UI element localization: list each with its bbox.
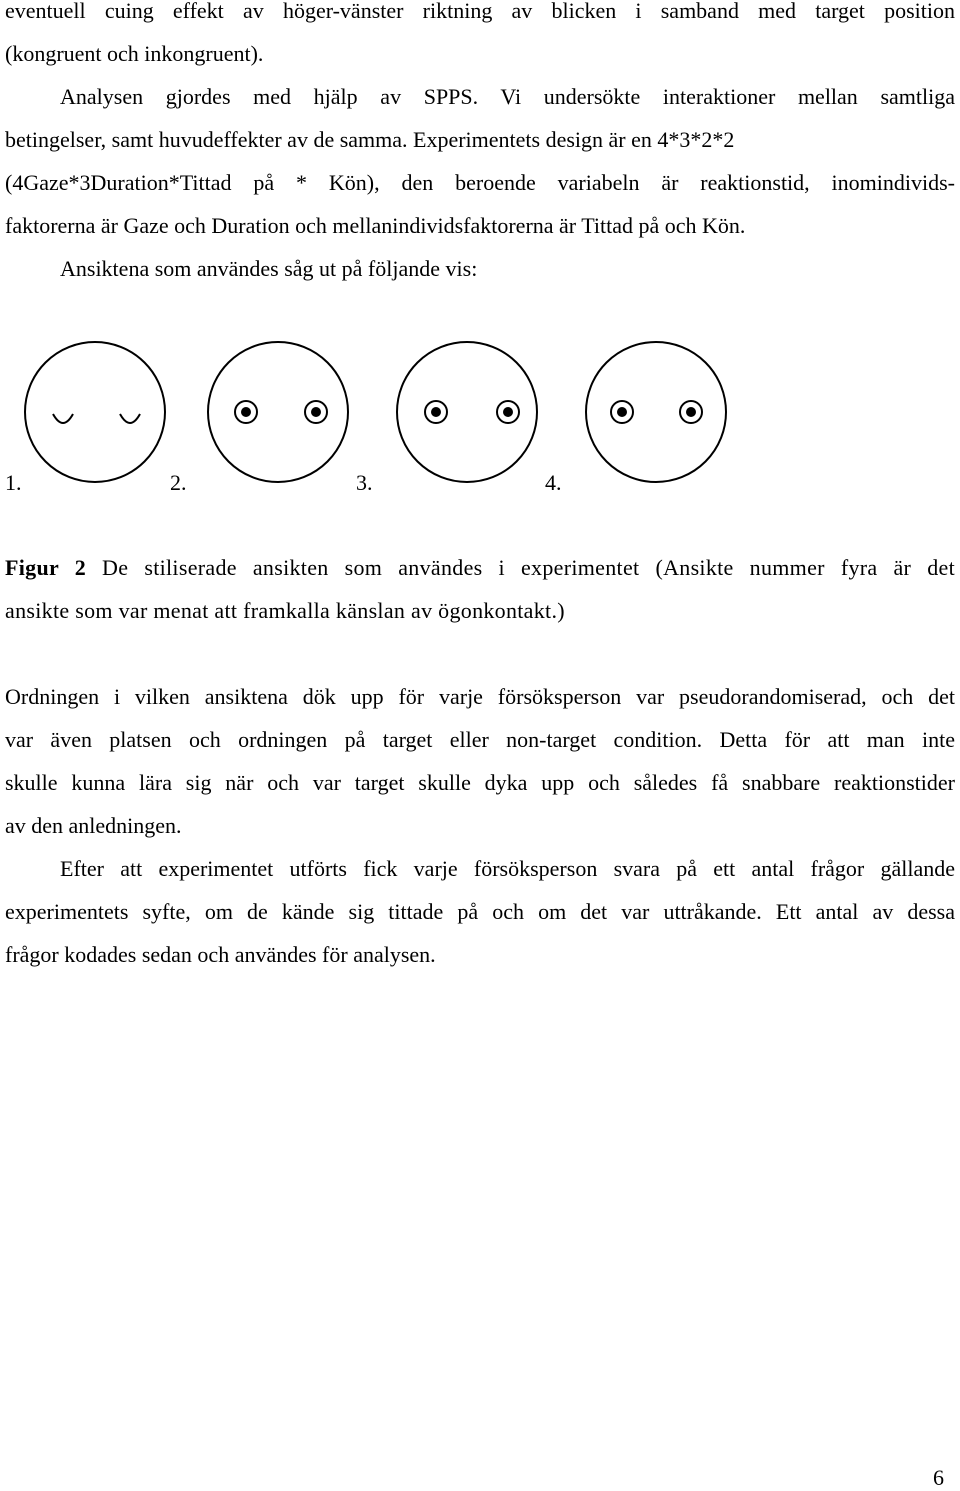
open-eye-right-icon <box>497 401 519 423</box>
body-line: Ordningen i vilken ansiktena dök upp för varje försöksperson var pseudorandomiserad, och det <box>5 684 955 709</box>
body-line: betingelser, samt huvudeffekter av de samma. Experimentets design är en 4*3*2*2 <box>5 127 735 152</box>
face-4 <box>586 342 726 482</box>
body-line: Analysen gjordes med hjälp av SPPS. Vi undersökte interaktioner mellan samtliga <box>60 84 955 109</box>
face-label: 3. <box>356 470 373 495</box>
face-label: 4. <box>545 470 562 495</box>
caption-label: Figur 2 <box>5 555 86 580</box>
open-eye-left-icon <box>235 401 257 423</box>
face-label: 1. <box>5 470 22 495</box>
page-number: 6 <box>933 1465 944 1490</box>
body-line: Ansiktena som användes såg ut på följande vis: <box>60 256 478 281</box>
open-eye-right-icon <box>680 401 702 423</box>
body-line: skulle kunna lära sig när och var target skulle dyka upp och således få snabbare reaktionstider <box>5 770 955 795</box>
body-line: faktorerna är Gaze och Duration och mellanindividsfaktorerna är Tittad på och Kön. <box>5 213 746 238</box>
face-label: 2. <box>170 470 187 495</box>
body-line: experimentets syfte, om de kände sig tittade på och om det var uttråkande. Ett antal av dessa <box>5 899 955 924</box>
body-line: frågor kodades sedan och användes för analysen. <box>5 942 436 967</box>
body-line: eventuell cuing effekt av höger-vänster riktning av blicken i samband med target position <box>5 0 955 23</box>
body-line: av den anledningen. <box>5 813 182 838</box>
faces-figure <box>0 330 960 500</box>
open-eye-right-icon <box>305 401 327 423</box>
face-2 <box>208 342 348 482</box>
closed-eye-right-icon <box>120 414 140 423</box>
figure-caption-line: ansikte som var menat att framkalla känslan av ögonkontakt.) <box>5 598 565 623</box>
figure-caption <box>5 555 955 581</box>
body-line: (kongruent och inkongruent). <box>5 41 264 66</box>
open-eye-left-icon <box>425 401 447 423</box>
closed-eye-left-icon <box>53 414 73 423</box>
body-line: Efter att experimentet utförts fick varje försöksperson svara på ett antal frågor gällande <box>60 856 955 881</box>
caption-text: De stiliserade ansikten som användes i experimentet (Ansikte nummer fyra är det <box>102 555 955 580</box>
body-line: (4Gaze*3Duration*Tittad på * Kön), den beroende variabeln är reaktionstid, inomindivids- <box>5 170 955 195</box>
open-eye-left-icon <box>611 401 633 423</box>
body-line: var även platsen och ordningen på target eller non-target condition. Detta för att man inte <box>5 727 955 752</box>
face-3 <box>397 342 537 482</box>
face-1 <box>25 342 165 482</box>
